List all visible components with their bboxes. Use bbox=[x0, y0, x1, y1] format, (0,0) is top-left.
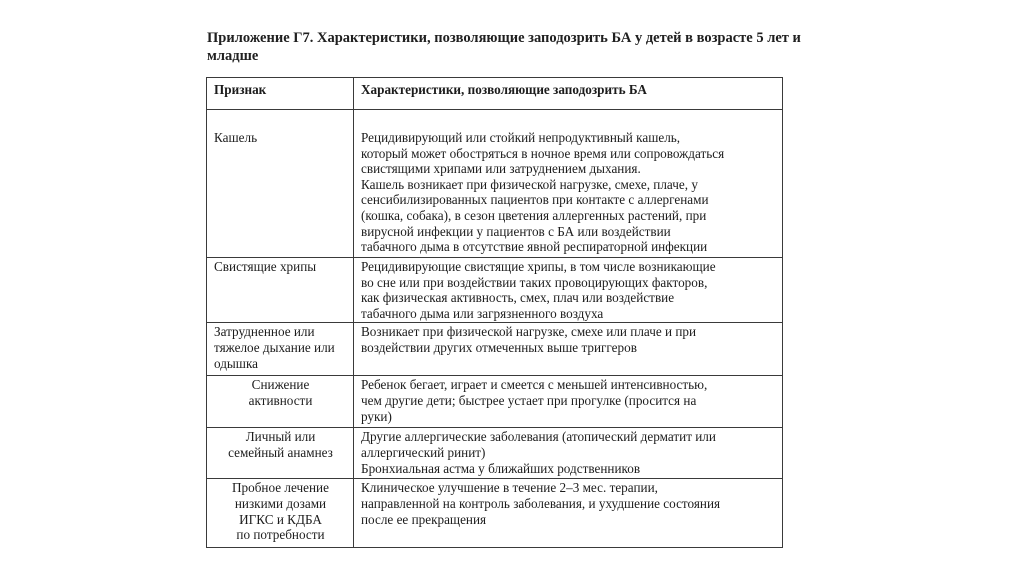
table-row bbox=[207, 323, 783, 376]
table-row bbox=[207, 428, 783, 479]
sign-text: тяжелое дыхание или bbox=[214, 339, 335, 355]
table-row bbox=[207, 479, 783, 548]
sign-text: Снижение bbox=[251, 377, 310, 393]
desc-line: как физическая активность, смех, плач или воздействие bbox=[361, 290, 675, 306]
description-cell bbox=[354, 323, 783, 376]
table-row bbox=[207, 258, 783, 323]
sign-text: Кашель bbox=[214, 130, 258, 145]
desc-line: свистящими хрипами или затруднением дыхания. bbox=[361, 161, 641, 177]
desc-line: сенсибилизированных пациентов при контакте с аллергенами bbox=[361, 192, 709, 208]
desc-line: Другие аллергические заболевания (атопический дерматит или bbox=[361, 429, 716, 445]
desc-line: руки) bbox=[361, 408, 392, 424]
sign-cell bbox=[207, 258, 354, 323]
desc-line: Клиническое улучшение в течение 2–3 мес. терапии, bbox=[361, 480, 658, 496]
desc-line: аллергический ринит) bbox=[361, 444, 486, 460]
document-title: Приложение Г7. Характеристики, позволяющие заподозрить БА у детей в возрасте 5 лет и младше bbox=[207, 30, 801, 64]
sign-text: активности bbox=[248, 392, 313, 408]
table-row bbox=[207, 110, 783, 258]
desc-line: вирусной инфекции у пациентов с БА или воздействии bbox=[361, 223, 671, 239]
sign-cell bbox=[207, 479, 354, 548]
sign-text: Личный или bbox=[245, 429, 316, 445]
sign-cell bbox=[207, 110, 354, 258]
desc-line: Рецидивирующий или стойкий непродуктивный кашель, bbox=[361, 130, 681, 145]
desc-line: Бронхиальная астма у ближайших родственников bbox=[361, 460, 641, 476]
sign-text: ИГКС и КДБА bbox=[239, 511, 322, 527]
description-cell bbox=[354, 479, 783, 548]
description-cell bbox=[354, 376, 783, 428]
table-row bbox=[207, 376, 783, 428]
desc-line: воздействии других отмеченных выше триггеров bbox=[361, 339, 637, 355]
desc-line: во сне или при воздействии таких провоцирующих факторов, bbox=[361, 274, 708, 290]
desc-line: Возникает при физической нагрузке, смехе или плаче и при bbox=[361, 324, 697, 340]
header-characteristics: Характеристики, позволяющие заподозрить БА bbox=[354, 78, 783, 110]
sign-cell bbox=[207, 323, 354, 376]
desc-line: Ребенок бегает, играет и смеется с меньшей интенсивностью, bbox=[361, 377, 708, 393]
desc-line: табачного дыма в отсутствие явной респираторной инфекции bbox=[361, 239, 708, 255]
sign-text: одышка bbox=[214, 355, 258, 371]
desc-line: после ее прекращения bbox=[361, 511, 487, 527]
sign-text: Затрудненное или bbox=[214, 324, 315, 340]
desc-line: направленной на контроль заболевания, и ухудшение состояния bbox=[361, 495, 721, 511]
desc-line: который может обостряться в ночное время или сопровождаться bbox=[361, 145, 725, 161]
header-sign: Признак bbox=[207, 78, 354, 110]
desc-line: Рецидивирующие свистящие хрипы, в том числе возникающие bbox=[361, 259, 716, 274]
sign-text: по потребности bbox=[236, 527, 325, 543]
desc-line: Кашель возникает при физической нагрузке, смехе, плаче, у bbox=[361, 176, 698, 192]
sign-text: низкими дозами bbox=[234, 495, 327, 511]
table-header-row bbox=[207, 78, 783, 110]
desc-line: табачного дыма или загрязненного воздуха bbox=[361, 305, 604, 321]
desc-line: (кошка, собака), в сезон цветения аллергенных растений, при bbox=[361, 207, 707, 223]
desc-line: чем другие дети; быстрее устает при прогулке (просится на bbox=[361, 392, 697, 408]
sign-text: Пробное лечение bbox=[232, 480, 329, 496]
description-cell bbox=[354, 110, 783, 258]
sign-cell bbox=[207, 428, 354, 479]
criteria-table bbox=[206, 77, 783, 548]
sign-text: Свистящие хрипы bbox=[214, 259, 317, 274]
description-cell bbox=[354, 428, 783, 479]
sign-cell bbox=[207, 376, 354, 428]
sign-text: семейный анамнез bbox=[228, 444, 333, 460]
description-cell bbox=[354, 258, 783, 323]
